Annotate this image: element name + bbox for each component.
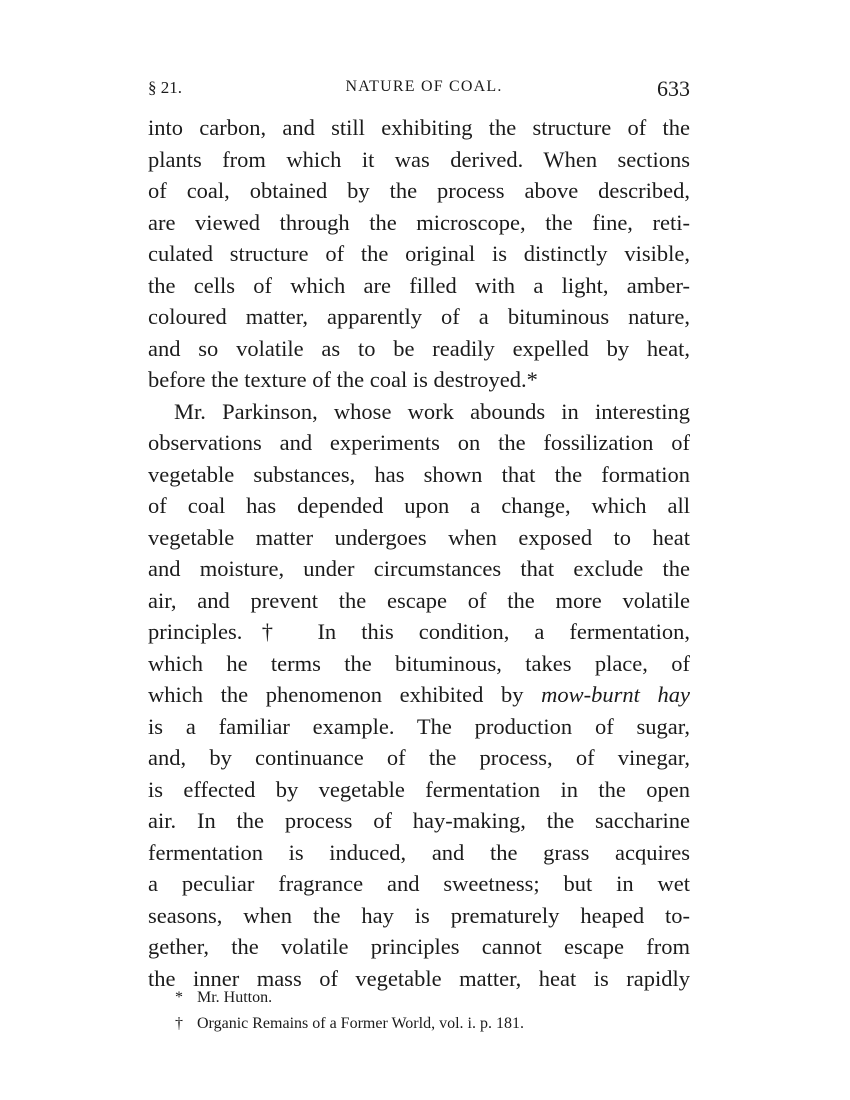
footnote bbox=[175, 1011, 690, 1037]
text-line-paragraph-start: Mr. Parkinson, whose work abounds in interesting bbox=[174, 398, 690, 424]
text-line: gether, the volatile principles cannot escape from bbox=[148, 934, 690, 959]
text-line: air. In the process of hay-making, the saccharine bbox=[148, 808, 690, 833]
footnote-text: Organic Remains of a Former World, vol. i. p. 181. bbox=[197, 1015, 524, 1032]
text-line: principles.† In this condition, a fermentation, bbox=[148, 619, 690, 644]
text-line: the cells of which are filled with a light, amber- bbox=[148, 272, 690, 298]
text-line: vegetable substances, has shown that the formation bbox=[148, 461, 690, 487]
text-line: coloured matter, apparently of a bituminous nature, bbox=[148, 304, 690, 329]
text-line: and moisture, under circumstances that exclude the bbox=[148, 556, 690, 581]
text-line: and, by continuance of the process, of vinegar, bbox=[148, 745, 690, 770]
text-segment: which the phenomenon exhibited by bbox=[148, 682, 542, 707]
text-line-with-italic bbox=[148, 679, 690, 711]
text-line: of coal has depended upon a change, which all bbox=[148, 493, 690, 518]
text-line: vegetable matter undergoes when exposed to heat bbox=[148, 524, 690, 550]
page-number: 633 bbox=[657, 76, 690, 101]
footnote-text: Mr. Hutton. bbox=[197, 989, 273, 1006]
text-line: culated structure of the original is distinctly visible, bbox=[148, 241, 690, 266]
text-line: the inner mass of vegetable matter, heat is rapidly bbox=[148, 965, 690, 991]
text-line: fermentation is induced, and the grass acquires bbox=[148, 839, 690, 865]
chapter-title: NATURE OF COAL. bbox=[345, 78, 503, 95]
text-line: before the texture of the coal is destroyed.* bbox=[148, 367, 538, 392]
section-number: § 21. bbox=[148, 78, 182, 97]
text-line: into carbon, and still exhibiting the structure of the bbox=[148, 115, 690, 140]
running-head bbox=[148, 76, 690, 100]
text-line: a peculiar fragrance and sweetness; but in wet bbox=[148, 871, 690, 896]
text-line: seasons, when the hay is prematurely heaped to- bbox=[148, 902, 690, 928]
italic-phrase: mow-burnt hay bbox=[541, 682, 690, 707]
text-line: is effected by vegetable fermentation in the open bbox=[148, 776, 690, 802]
body-text bbox=[148, 112, 690, 994]
footnote bbox=[175, 985, 690, 1011]
text-line: are viewed through the microscope, the fine, reti- bbox=[148, 209, 690, 235]
text-line: observations and experiments on the fossilization of bbox=[148, 430, 690, 455]
text-line: and so volatile as to be readily expelled by heat, bbox=[148, 335, 690, 361]
footnotes bbox=[175, 985, 690, 1037]
text-line: of coal, obtained by the process above described, bbox=[148, 178, 690, 203]
footnote-mark: * bbox=[175, 989, 183, 1006]
text-line: is a familiar example. The production of sugar, bbox=[148, 713, 690, 739]
text-line: plants from which it was derived. When sections bbox=[148, 146, 690, 172]
text-line: air, and prevent the escape of the more volatile bbox=[148, 587, 690, 613]
footnote-mark: † bbox=[175, 1015, 183, 1032]
text-line: which he terms the bituminous, takes place, of bbox=[148, 650, 690, 676]
